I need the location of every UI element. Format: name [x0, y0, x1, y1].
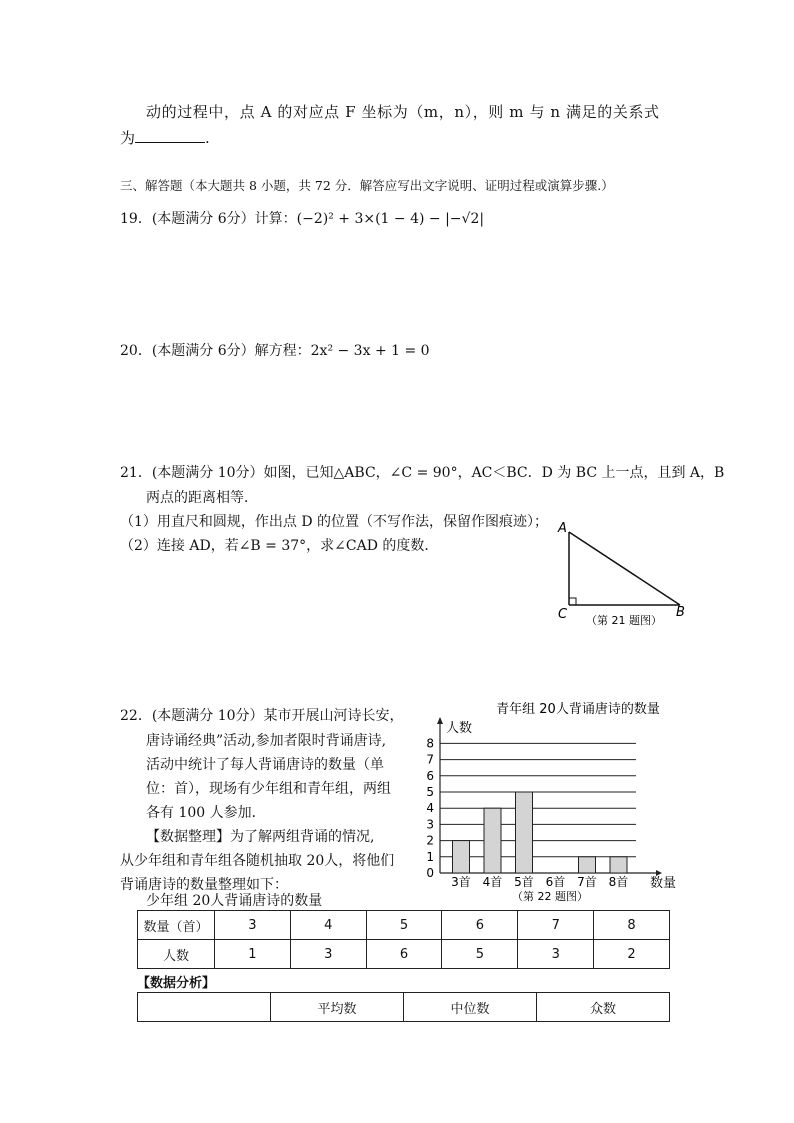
q22-line6: 【数据整理】为了解两组背诵的情况, [146, 829, 375, 845]
table-cell: 6 [366, 940, 442, 969]
table-cell: 3 [290, 940, 366, 969]
y-tick-label: 2 [426, 833, 434, 848]
q21-line2: 两点的距离相等． [146, 490, 258, 506]
y-tick-label: 8 [426, 736, 434, 751]
vertex-c-label: C [558, 607, 568, 622]
q19 [120, 208, 484, 228]
q21-line1: 21．(本题满分 10分）如图，已知△ABC，∠C = 90°，AC＜BC．D 为 BC 上一点，且到 A，B [120, 465, 725, 481]
y-tick-label: 6 [426, 768, 434, 783]
youth-group-table [137, 910, 670, 969]
q22-line5: 各有 100 人参加． [146, 805, 266, 821]
q22-line3: 活动中统计了每人背诵唐诗的数量（单 [146, 757, 384, 773]
table-cell: 8 [594, 911, 670, 940]
x-tick-label: 5首 [514, 875, 534, 889]
analysis-table [137, 992, 670, 1022]
y-tick-label: 0 [426, 866, 434, 880]
x-axis-label: 数量 [650, 876, 677, 891]
y-tick-label: 7 [426, 752, 434, 767]
table-cell: 6 [442, 911, 518, 940]
table-header-median: 中位数 [404, 993, 537, 1022]
x-tick-label: 4首 [482, 875, 503, 889]
table-row [138, 993, 670, 1022]
q20-label: 20．(本题满分 6分）解方程： [120, 343, 311, 359]
x-tick-label: 6首 [545, 875, 566, 889]
y-tick-label: 5 [426, 785, 434, 799]
q20 [120, 340, 430, 360]
x-tick-label: 7首 [577, 875, 597, 889]
q22-line1: 22．(本题满分 10分）某市开展山河诗长安， [120, 708, 404, 724]
chart-grid [437, 717, 662, 876]
table-header-mean: 平均数 [271, 993, 404, 1022]
q20-expression: 2x² − 3x + 1 = 0 [310, 343, 430, 359]
section3-heading: 三、解答题（本大题共 8 小题，共 72 分．解答应写出文字说明、证明过程或演算步骤.） [120, 178, 614, 193]
q22-line4: 位：首），现场有少年组和青年组，两组 [146, 781, 391, 797]
table-cell: 5 [366, 911, 442, 940]
answer-blank [135, 128, 205, 143]
table-cell: 1 [215, 940, 291, 969]
table-cell: 2 [594, 940, 670, 969]
chart-bars [453, 792, 628, 873]
figure-caption: （第 21 题图） [586, 614, 662, 627]
table1-title: 少年组 20人背诵唐诗的数量 [146, 893, 323, 909]
vertex-b-label: B [676, 605, 685, 620]
q18-line2-suffix: . [205, 129, 210, 147]
table-cell: 3 [518, 940, 594, 969]
q22-bar-chart [418, 696, 688, 908]
q19-label: 19．(本题满分 6分）计算： [120, 211, 297, 227]
table-cell: 3 [215, 911, 291, 940]
q21-part2: （2）连接 AD，若∠B = 37°，求∠CAD 的度数． [120, 538, 439, 554]
bar [516, 792, 533, 873]
row-header-count: 人数 [138, 940, 215, 969]
bar [453, 841, 470, 873]
table-cell: 5 [442, 940, 518, 969]
x-tick-label: 8首 [608, 875, 629, 889]
chart-x-ticks [451, 875, 628, 889]
right-angle-mark [569, 598, 576, 605]
vertex-a-label: A [558, 521, 567, 536]
x-tick-label: 3首 [451, 875, 471, 889]
bar [484, 808, 501, 873]
q18-line2-prefix: 为 [120, 129, 136, 147]
chart-y-ticks [426, 736, 434, 880]
y-tick-label: 3 [426, 817, 434, 832]
q21-triangle-figure [550, 520, 700, 632]
q22-line2: 唐诗诵经典”活动,参加者限时背诵唐诗, [146, 733, 387, 749]
y-tick-label: 1 [426, 849, 434, 864]
row-header-quantity: 数量（首） [138, 911, 215, 940]
table-row [138, 940, 670, 969]
analysis-heading: 【数据分析】 [137, 976, 216, 991]
q22-line8: 背诵唐诗的数量整理如下： [120, 877, 288, 893]
side-ab [569, 532, 680, 605]
y-tick-label: 4 [426, 801, 434, 816]
q18-line2 [120, 127, 210, 148]
table-cell: 7 [518, 911, 594, 940]
table-row [138, 911, 670, 940]
chart-title: 青年组 20人背诵唐诗的数量 [496, 702, 660, 717]
y-axis-arrow [437, 717, 443, 724]
table-cell: 4 [290, 911, 366, 940]
chart-caption: （第 22 题图） [512, 890, 588, 903]
table-header-blank [138, 993, 271, 1022]
y-axis-label: 人数 [446, 721, 473, 736]
q18-line1: 动的过程中，点 A 的对应点 F 坐标为（m，n），则 m 与 n 满足的关系式 [146, 103, 660, 121]
q19-expression: (−2)² + 3×(1 − 4) − |−√2| [296, 211, 485, 227]
bar [579, 857, 596, 873]
q22-line7: 从少年组和青年组各随机抽取 20人，将他们 [120, 853, 395, 869]
bar [610, 857, 627, 873]
table-header-mode: 众数 [537, 993, 670, 1022]
q21-part1: （1）用直尺和圆规，作出点 D 的位置（不写作法，保留作图痕迹）； [120, 514, 549, 530]
